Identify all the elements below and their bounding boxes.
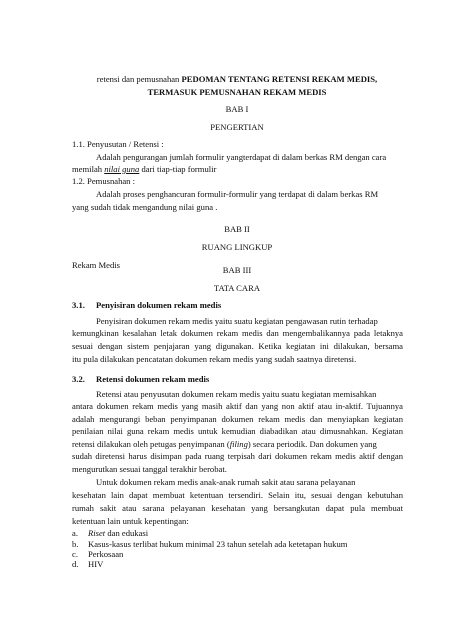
section-3-1-number: 3.1. <box>72 300 85 310</box>
bab2-subheading: RUANG LINGKUP <box>201 242 273 252</box>
section-3-2-line-6: sudah diretensi harus disimpan pada ruang terpisah dari dokumen rekam medis aktif dengan <box>72 451 403 461</box>
section-3-2-line-1: Retensi atau penyusutan dokumen rekam medis yaitu suatu kegiatan memisahkan <box>96 389 377 399</box>
item-1-1-line-2-pre: memilah <box>72 164 105 174</box>
item-1-1-line-2-post: dari tiap-tiap formulir <box>139 164 217 174</box>
list-item-d-text: HIV <box>88 559 104 569</box>
para-2-line-3: rumah sakit atau sarana pelayanan kesehatan yang bersangkutan dapat pula membuat <box>72 503 403 513</box>
bab3-heading: BAB III <box>222 265 252 275</box>
riset-emphasis: Riset <box>88 528 106 538</box>
section-3-2-title: Retensi dokumen rekam medis <box>96 374 210 384</box>
title-prefix: retensi dan pemusnahan <box>96 74 182 84</box>
section-3-2-line-3: adalah mengurangi beban penyimpanan dokumen rekam medis dan menyiapkan kegiatan <box>72 414 403 424</box>
section-3-2-line-7: mengurutkan sesuai tanggal terakhir berobat. <box>72 464 227 474</box>
section-3-1-title: Penyisiran dokumen rekam medis <box>96 300 222 310</box>
section-3-2-line-4: penilaian nilai guna rekam medis untuk kemudian diabadikan atau dimusnahkan. Kegiatan <box>72 426 403 436</box>
section-3-2-line-2: antara dokumen rekam medis yang masih aktif dan yang non aktif atau in-aktif. Tujuannya <box>72 401 403 411</box>
list-item-b-text: Kasus-kasus terlibat hukum minimal 23 tahun setelah ada ketetapan hukum <box>88 539 348 549</box>
section-3-1-line-1: Penyisiran dokumen rekam medis yaitu suatu kegiatan pengawasan rutin terhadap <box>96 316 378 326</box>
para-2-line-2: kesehatan lain dapat membuat ketentuan tersendiri. Selain itu, sesuai dengan kebutuhan <box>72 490 403 500</box>
bab3-subheading: TATA CARA <box>213 283 261 293</box>
list-item-text <box>88 528 148 539</box>
bab1-heading: BAB I <box>225 104 249 114</box>
bab2-heading: BAB II <box>224 224 250 234</box>
item-1-1-label: 1.1. Penyusutan / Retensi : <box>72 139 164 149</box>
bab1-subheading: PENGERTIAN <box>210 122 264 132</box>
filing-emphasis: filing <box>229 439 248 449</box>
nilai-guna-emphasis: nilai guna <box>104 164 140 174</box>
title-bold-1: PEDOMAN TENTANG RETENSI REKAM MEDIS, <box>181 74 378 84</box>
bab2-body: Rekam Medis <box>72 260 120 270</box>
document-title-line-2: TERMASUK PEMUSNAHAN REKAM MEDIS <box>147 87 327 97</box>
item-1-1-line-2 <box>72 164 216 175</box>
para-2-line-4: ketentuan lain untuk kepentingan: <box>72 516 189 526</box>
list-marker: c. <box>72 549 78 559</box>
list-item-d <box>72 559 104 570</box>
list-item-c-text: Perkosaan <box>88 549 124 559</box>
item-1-2-label: 1.2. Pemusnahan : <box>72 176 136 186</box>
para-2-line-1: Untuk dokumen rekam medis anak-anak rumah sakit atau sarana pelayanan <box>96 477 356 487</box>
line-5-post: ) secara periodik. Dan dokumen yang <box>247 439 377 449</box>
list-marker: d. <box>72 559 79 569</box>
section-3-2-line-5 <box>72 439 377 450</box>
section-3-2-number: 3.2. <box>72 374 85 384</box>
line-5-pre: retensi dilakukan oleh petugas penyimpanan ( <box>72 439 230 449</box>
section-3-1-line-2: kemungkinan kesalahan letak dokumen rekam medis dan mengembalikannya pada letaknya <box>72 328 403 338</box>
list-item-a-text: dan edukasi <box>105 528 149 538</box>
list-marker: b. <box>72 539 79 549</box>
item-1-2-line-2: yang sudah tidak mengandung nilai guna . <box>72 202 218 212</box>
list-marker: a. <box>72 528 78 538</box>
document-title-line-1 <box>0 74 474 85</box>
section-3-1-line-4: itu pula dilakukan pencatatan dokumen rekam medis yang sudah saatnya diretensi. <box>72 354 357 364</box>
item-1-2-line-1: Adalah proses penghancuran formulir-formulir yang terdapat di dalam berkas RM <box>96 189 379 199</box>
list-item-a <box>72 528 149 539</box>
section-3-1-line-3: sesuai dengan sistem penjajaran yang digunakan. Ketika kegiatan ini dilakukan, bersama <box>72 341 403 351</box>
item-1-1-line-1: Adalah pengurangan jumlah formulir yangterdapat di dalam berkas RM dengan cara <box>96 152 387 162</box>
